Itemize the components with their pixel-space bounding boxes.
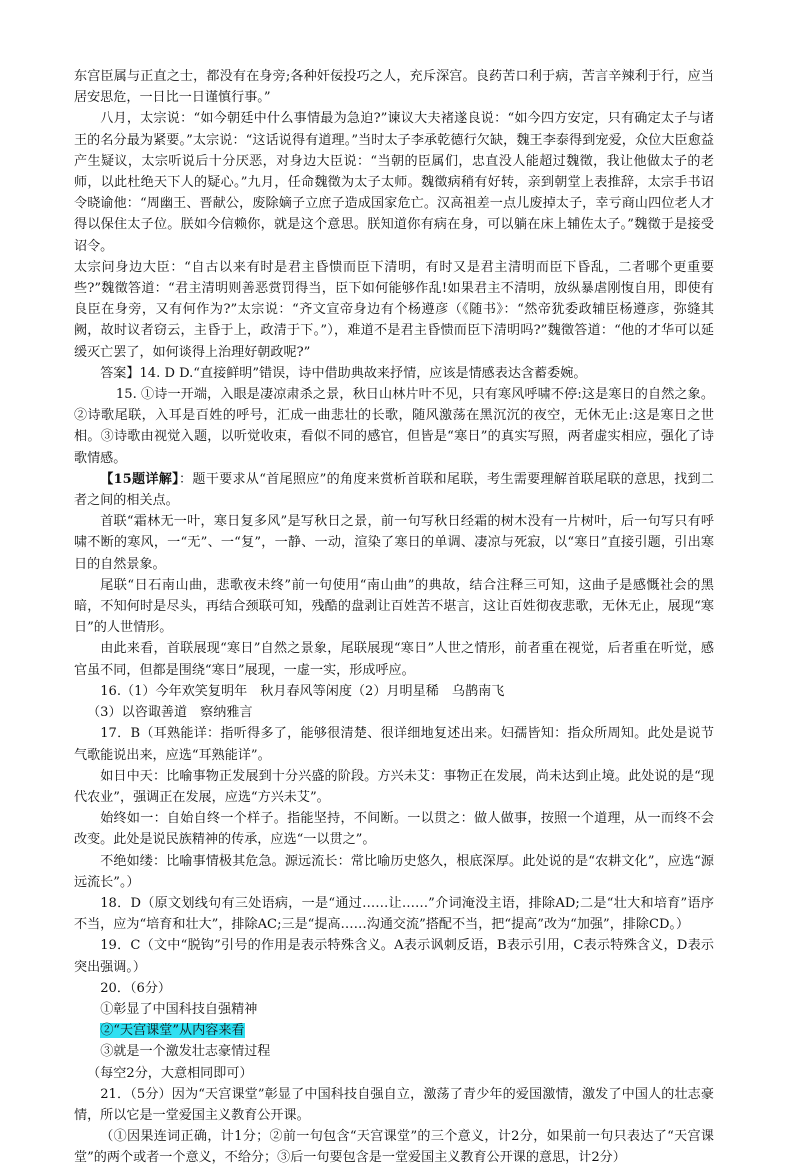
section-heading: 【15题详解】: [100, 471, 179, 487]
paragraph-p5: [74, 384, 714, 469]
paragraph-p20: [74, 1020, 714, 1041]
paragraph-text: （3）以咨诹善道 察纳雅言: [87, 705, 253, 721]
paragraph-p6: [74, 469, 714, 511]
paragraph-p4: [74, 363, 714, 384]
paragraph-text: 18．D（原文划线句有三处语病，一是“通过……让……”介词淹没主语，排除AD;二是“壮大和培育”语序不当，应为“培育和壮大”，排除AC;三是“提高……沟通交流”搭配不当，把“提高”改为“加强”，排除CD。）: [74, 895, 714, 933]
highlighted-text: ②“天宫课堂”从内容来看: [100, 1023, 245, 1039]
paragraph-text: 尾联“日石南山曲，悲歌夜未终”前一句使用“南山曲”的典故，结合注释三可知，这曲子是感慨社会的黑暗，不知何时是尽头，再结合颈联可知，残酷的盘剥让百姓苦不堪言，这让百姓彻夜悲歌，无休无止，展现“寒日”的人世情形。: [74, 577, 714, 636]
paragraph-p13: [74, 766, 714, 808]
paragraph-p10: [74, 681, 714, 702]
paragraph-p24: [74, 1126, 714, 1168]
document-page: [74, 66, 714, 1169]
paragraph-p16: [74, 893, 714, 935]
paragraph-text: 首联“霜林无一叶，寒日复多风”是写秋日之景，前一句写秋日经霜的树木没有一片树叶，后一句写只有呼啸不断的寒风，一“无”、一“复”，一静、一动，渲染了寒日的单调、凄凉与死寂，以“寒日”直接引题，引出寒日的自然景象。: [74, 514, 714, 572]
paragraph-p1: [74, 66, 714, 108]
paragraph-p3: [74, 257, 714, 363]
paragraph-text: 八月，太宗说：“如今朝廷中什么事情最为急迫?”谏议大夫褚遂良说：“如今四方安定，只有确定太子与诸王的名分最为紧要。”太宗说：“这话说得有道理。”当时太子李承乾德行欠缺，魏王李泰得到宠爱，众位大臣愈益产生疑议，太宗听说后十分厌恶，对身边大臣说：“当朝的臣属们，忠直没人能超过魏徵，我让他做太子的老师，以此杜绝天下人的疑心。”九月，任命魏徵为太子太师。魏徵病稍有好转，亲到朝堂上表推辞，太宗手书诏令晓谕他：“周幽王、晋献公，废除嫡子立庶子造成国家危亡。汉高祖差一点儿废掉太子，幸亏商山四位老人才得以保住太子位。朕如今信赖你，就是这个意思。朕知道你有病在身，可以躺在床上辅佐太子。”魏徵于是接受诏令。: [74, 111, 714, 254]
paragraph-text: 东宫臣属与正直之士，都没有在身旁;各种奸佞投巧之人，充斥深宫。良药苦口利于病，苦言辛辣利于行，应当居安思危，一日比一日谨慎行事。”: [74, 69, 714, 106]
paragraph-p7: [74, 511, 714, 575]
paragraph-p17: [74, 935, 714, 977]
paragraph-p15: [74, 851, 714, 893]
paragraph-text: 答案】14. D D.“直接鲜明”错误，诗中借助典故来抒情，应该是情感表达含蓄委婉。: [100, 365, 587, 381]
paragraph-p12: [74, 723, 714, 765]
paragraph-p22: [74, 1063, 714, 1084]
paragraph-text: （①因果连词正确，计1分；②前一句包含“天宫课堂”的三个意义，计2分，如果前一句只表达了“天宫课堂”的两个或者一个意义，不给分；③后一句要包含是一堂爱国主义教育公开课的意思，计2分）: [74, 1129, 714, 1166]
paragraph-text: ：题干要求从“首尾照应”的角度来赏析首联和尾联，考生需要理解首联尾联的意思，找到二者之间的相关点。: [74, 471, 715, 509]
paragraph-p2: [74, 108, 714, 256]
paragraph-p21: [74, 1041, 714, 1062]
paragraph-text: 20．（6分）: [100, 980, 172, 996]
paragraph-text: 太宗问身边大臣：“自古以来有时是君主昏愦而臣下清明，有时又是君主清明而臣下昏乱，二者哪个更重要些?”魏徵答道：“君主清明则善恶赏罚得当，臣下如何能够作乱!如果君主不清明，放纵暴虐刚愎自用，即使有良臣在身旁，又有何作为?”太宗说：“齐文宣帝身边有个杨遵彦（《随书》：“然帝犹委政辅臣杨遵彦，弥缝其阙，故时议者窃云，主昏于上，政清于下。”），难道不是君主昏愦而臣下清明吗?”魏徵答道：“他的才华可以延缓灭亡罢了，如何谈得上治理好朝政呢?”: [74, 259, 714, 360]
paragraph-p9: [74, 638, 714, 680]
paragraph-text: 不绝如缕：比喻事情极其危急。源远流长：常比喻历史悠久，根底深厚。此处说的是“农耕文化”，应选“源远流长”。）: [74, 853, 714, 890]
paragraph-text: 16.（1）今年欢笑复明年 秋月春风等闲度（2）月明星稀 乌鹊南飞: [100, 683, 505, 699]
paragraph-text: 15. ①诗一开端，入眼是凄凉肃杀之景，秋日山林片叶不见，只有寒风呼啸不停:这是寒日的自然之象。②诗歌尾联，入耳是百姓的呼号，汇成一曲悲壮的长歌，随风激荡在黑沉沉的夜空，无休无止:这是寒日之世相。③诗歌由视觉入题，以听觉收束，看似不同的感官，但皆是“寒日”的真实写照，两者虚实相应，强化了诗歌情感。: [74, 387, 714, 466]
paragraph-text: 17．B（耳熟能详：指听得多了，能够很清楚、很详细地复述出来。妇孺皆知：指众所周知。此处是说节气歌能说出来，应选“耳熟能详”。: [74, 726, 714, 763]
paragraph-text: ①彰显了中国科技自强精神: [100, 1001, 258, 1017]
paragraph-p18: [74, 978, 714, 999]
paragraph-text: （每空2分，大意相同即可）: [87, 1065, 253, 1081]
paragraph-text: ③就是一个激发壮志豪情过程: [100, 1044, 271, 1060]
paragraph-text: 如日中天：比喻事物正发展到十分兴盛的阶段。方兴未艾：事物正在发展，尚未达到止境。此处说的是“现代农业”，强调正在发展，应选“方兴未艾”。: [74, 768, 714, 805]
paragraph-p14: [74, 808, 714, 850]
paragraph-text: 21．（5分）因为“天宫课堂”彰显了中国科技自强自立，激荡了青少年的爱国激情，激发了中国人的壮志豪情，所以它是一堂爱国主义教育公开课。: [74, 1086, 714, 1123]
paragraph-p11: [74, 702, 714, 723]
paragraph-text: 由此来看，首联展现“寒日”自然之景象，尾联展现“寒日”人世之情形，前者重在视觉，后者重在听觉，感官虽不同，但都是围绕“寒日”展现，一虚一实，形成呼应。: [74, 641, 714, 678]
paragraph-p8: [74, 575, 714, 639]
paragraph-p23: [74, 1084, 714, 1126]
paragraph-text: 19．C（文中“脱钩”引号的作用是表示特殊含义。A表示讽刺反语，B表示引用，C表示特殊含义，D表示突出强调。）: [74, 938, 714, 975]
paragraph-text: 始终如一：自始自终一个样子。指能坚持，不间断。一以贯之：做人做事，按照一个道理，从一而终不会改变。此处是说民族精神的传承，应选“一以贯之”。: [74, 811, 714, 848]
paragraph-p19: [74, 999, 714, 1020]
